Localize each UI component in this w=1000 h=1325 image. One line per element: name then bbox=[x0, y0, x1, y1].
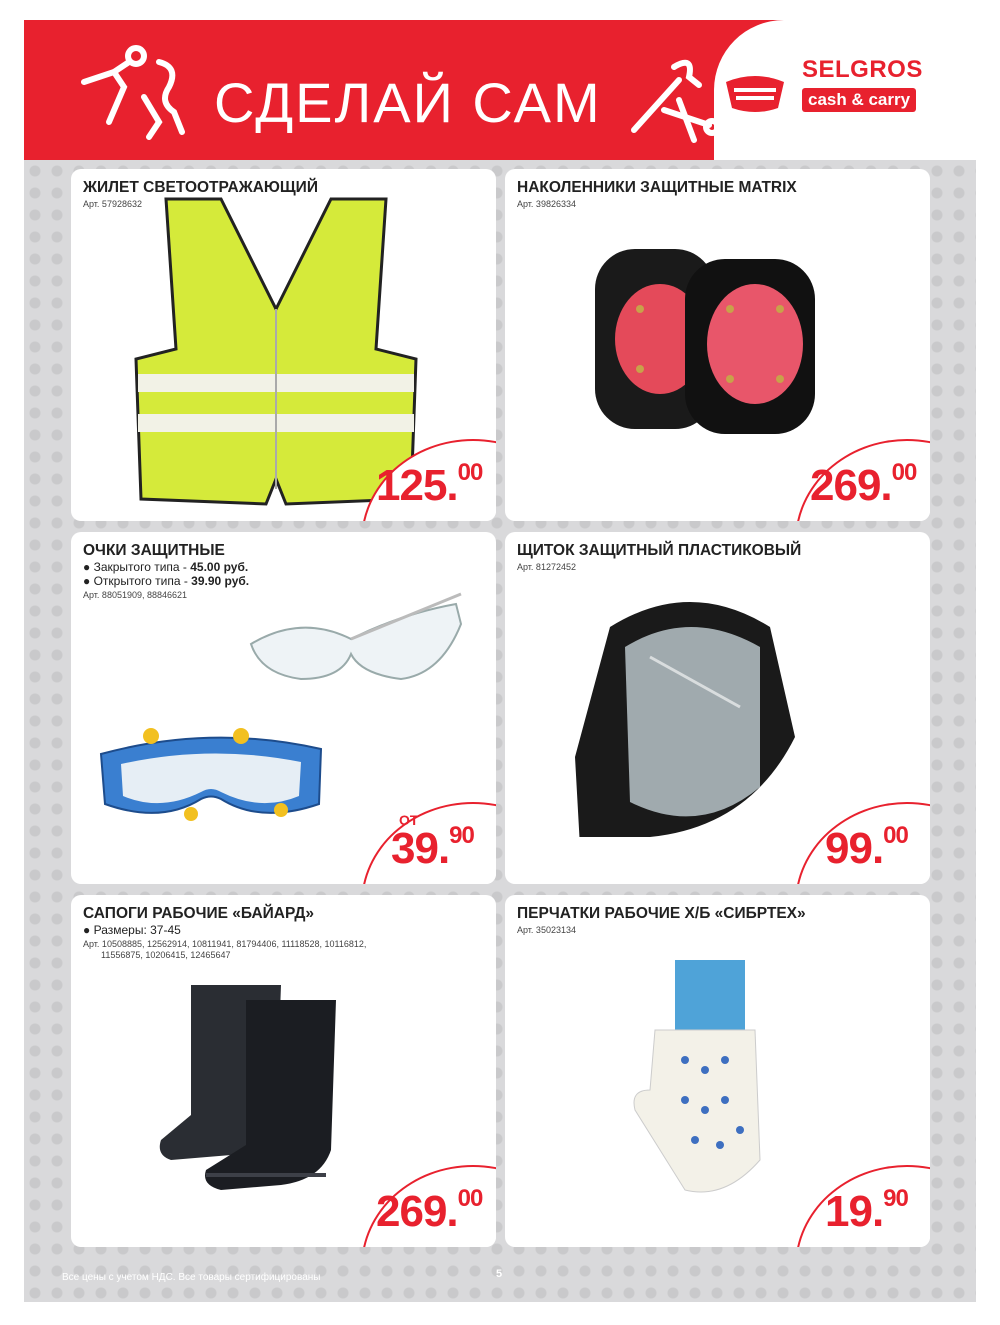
product-card-vest[interactable] bbox=[71, 169, 496, 521]
price-cents: 00 bbox=[891, 459, 917, 486]
bullet-open-label: ● Открытого типа - bbox=[83, 574, 192, 588]
price-main: 99. bbox=[825, 824, 884, 873]
logo-brand: SELGROS bbox=[802, 56, 923, 83]
header-banner bbox=[24, 20, 976, 160]
price-main: 269. bbox=[376, 1187, 458, 1236]
price-cents: 90 bbox=[449, 822, 474, 849]
bullet-sizes: ● Размеры: 37-45 bbox=[83, 923, 181, 937]
bullet-closed-label: ● Закрытого типа - bbox=[83, 560, 191, 574]
page-title: СДЕЛАЙ САМ bbox=[214, 71, 602, 134]
price bbox=[810, 461, 916, 511]
product-card-boots[interactable] bbox=[71, 895, 496, 1247]
product-article: Арт. 57928632 bbox=[83, 199, 142, 209]
price bbox=[391, 824, 474, 874]
price-cents: 90 bbox=[883, 1185, 908, 1212]
price-cents: 00 bbox=[883, 822, 908, 849]
selgros-logo[interactable] bbox=[720, 56, 930, 136]
price bbox=[825, 824, 908, 874]
logo-area bbox=[714, 20, 976, 160]
page-number: 5 bbox=[496, 1268, 503, 1280]
product-card-glasses[interactable] bbox=[71, 532, 496, 884]
product-title: ПЕРЧАТКИ РАБОЧИЕ Х/Б «СИБРТЕХ» bbox=[517, 905, 806, 922]
open-glasses-image bbox=[241, 584, 471, 694]
price-main: 39. bbox=[391, 824, 450, 873]
pliers-drill-icon bbox=[74, 42, 194, 142]
product-card-gloves[interactable] bbox=[505, 895, 930, 1247]
product-title: ОЧКИ ЗАЩИТНЫЕ bbox=[83, 542, 225, 559]
product-title: ЖИЛЕТ СВЕТООТРАЖАЮЩИЙ bbox=[83, 179, 318, 196]
selgros-cart-icon bbox=[720, 60, 790, 120]
price-cents: 00 bbox=[457, 1185, 483, 1212]
bullet-closed-type bbox=[83, 560, 248, 574]
product-card-kneepads[interactable] bbox=[505, 169, 930, 521]
price bbox=[376, 1187, 482, 1237]
product-card-faceshield[interactable] bbox=[505, 532, 930, 884]
price bbox=[825, 1187, 908, 1237]
bullet-open-value: 39.90 руб. bbox=[191, 574, 250, 588]
product-article-line1: Арт. 10508885, 12562914, 10811941, 81794406, 11118528, 10116812, bbox=[83, 939, 367, 949]
kneepads-image bbox=[590, 239, 830, 439]
product-article: Арт. 39826334 bbox=[517, 199, 576, 209]
product-article: Арт. 81272452 bbox=[517, 562, 576, 572]
face-shield-image bbox=[570, 587, 810, 837]
price-main: 125. bbox=[376, 461, 458, 510]
product-title: НАКОЛЕННИКИ ЗАЩИТНЫЕ MATRIX bbox=[517, 179, 797, 196]
product-article-line2: 11556875, 10206415, 12465647 bbox=[101, 950, 231, 960]
price-from-label: ОТ bbox=[399, 812, 419, 828]
closed-goggles-image bbox=[91, 714, 331, 834]
product-article: Арт. 88051909, 88846621 bbox=[83, 590, 188, 600]
price bbox=[376, 461, 482, 511]
price-main: 269. bbox=[810, 461, 892, 510]
rubber-boots-image bbox=[151, 975, 371, 1205]
price-main: 19. bbox=[825, 1187, 884, 1236]
product-title: САПОГИ РАБОЧИЕ «БАЙАРД» bbox=[83, 905, 314, 922]
work-gloves-image bbox=[625, 960, 785, 1220]
bullet-open-type bbox=[83, 574, 249, 588]
wrench-hammer-icon bbox=[624, 55, 724, 145]
price-cents: 00 bbox=[457, 459, 483, 486]
product-title: ЩИТОК ЗАЩИТНЫЙ ПЛАСТИКОВЫЙ bbox=[517, 542, 802, 559]
bullet-closed-value: 45.00 руб. bbox=[190, 560, 249, 574]
footer-note: Все цены с учетом НДС. Все товары сертифицированы bbox=[62, 1272, 321, 1283]
logo-subtitle: cash & carry bbox=[802, 88, 916, 112]
product-article: Арт. 35023134 bbox=[517, 925, 576, 935]
